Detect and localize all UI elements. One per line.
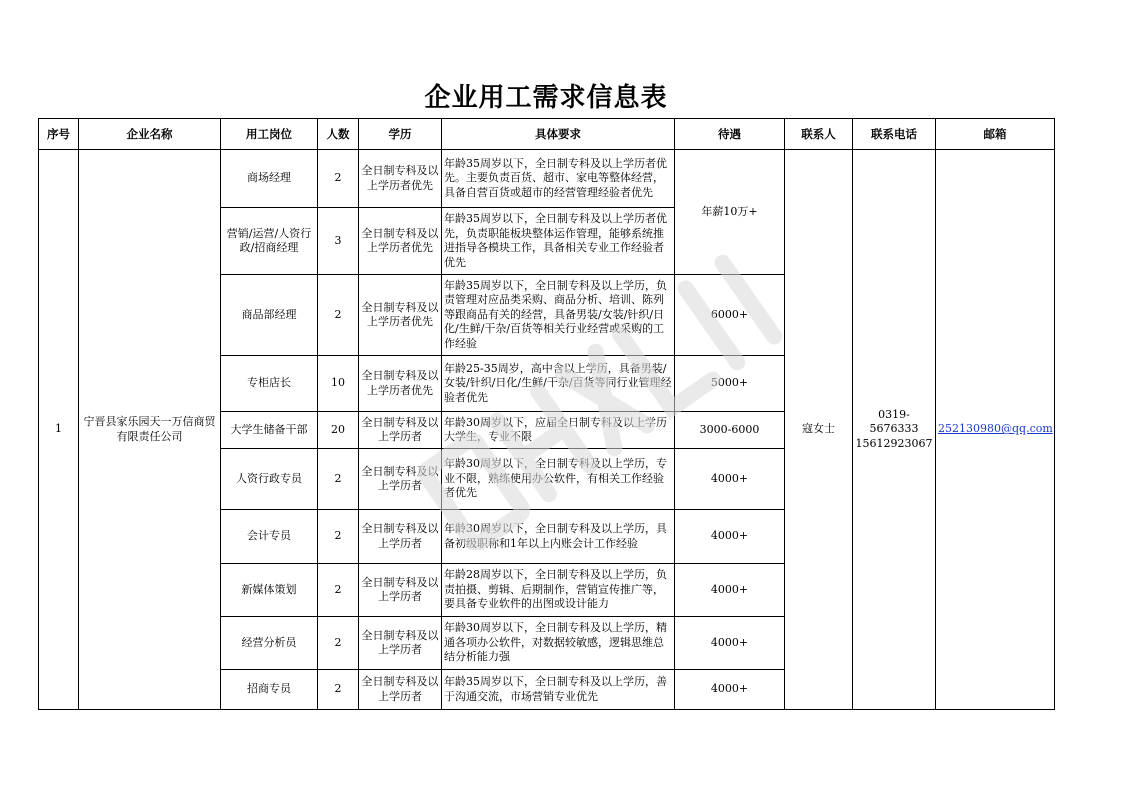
phone-line-1: 0319-5676333 [869, 407, 919, 436]
contact-person: 寇女士 [785, 150, 853, 710]
job-count: 2 [318, 617, 359, 670]
header-count: 人数 [318, 119, 359, 150]
job-position: 商场经理 [221, 150, 318, 208]
job-position: 营销/运营/人资行政/招商经理 [221, 208, 318, 275]
job-requirement: 年龄30周岁以下，全日制专科及以上学历，精通各项办公软件，对数据较敏感，逻辑思维总结分析能力强 [442, 617, 675, 670]
header-company: 企业名称 [79, 119, 221, 150]
job-requirement: 年龄28周岁以下，全日制专科及以上学历，负责拍摄、剪辑、后期制作，营销宣传推广等，要具备专业软件的出图或设计能力 [442, 564, 675, 617]
job-count: 20 [318, 412, 359, 449]
job-count: 2 [318, 275, 359, 356]
job-salary: 6000+ [675, 275, 785, 356]
job-position: 新媒体策划 [221, 564, 318, 617]
header-education: 学历 [359, 119, 442, 150]
header-row [39, 119, 1055, 150]
job-position: 招商专员 [221, 670, 318, 710]
job-requirement: 年龄35周岁以下，全日制专科及以上学历者优先。主要负责百货、超市、家电等整体经营，具备自营百货或超市的经营管理经验者优先 [442, 150, 675, 208]
job-education: 全日制专科及以上学历者 [359, 412, 442, 449]
job-salary: 5000+ [675, 356, 785, 412]
header-position: 用工岗位 [221, 119, 318, 150]
job-education: 全日制专科及以上学历者 [359, 564, 442, 617]
job-requirement: 年龄25-35周岁，高中含以上学历，具备男装/女装/针织/日化/生鲜/干杂/百货等同行业管理经验者优先 [442, 356, 675, 412]
job-education: 全日制专科及以上学历者 [359, 510, 442, 564]
job-salary: 4000+ [675, 510, 785, 564]
job-salary: 4000+ [675, 670, 785, 710]
job-requirement: 年龄35周岁以下，全日制专科及以上学历，负责管理对应品类采购、商品分析、培训、陈列等跟商品有关的经营，具备男装/女装/针织/日化/生鲜/干杂/百货等相关行业经营或采购的工作经验 [442, 275, 675, 356]
table-row [39, 150, 1055, 208]
job-education: 全日制专科及以上学历者 [359, 617, 442, 670]
job-requirement: 年龄35周岁以下，全日制专科及以上学历者优先，负责职能板块整体运作管理，能够系统推进指导各模块工作，具备相关专业工作经验者优先 [442, 208, 675, 275]
company-name: 宁晋县家乐园天一万信商贸有限责任公司 [79, 150, 221, 710]
header-salary: 待遇 [675, 119, 785, 150]
job-requirement: 年龄30周岁以下，全日制专科及以上学历，具备初级职称和1年以上内账会计工作经验 [442, 510, 675, 564]
contact-phone [853, 150, 936, 710]
job-salary: 4000+ [675, 449, 785, 510]
job-requirement: 年龄30周岁以下，全日制专科及以上学历，专业不限，熟练使用办公软件，有相关工作经验者优先 [442, 449, 675, 510]
job-education: 全日制专科及以上学历者 [359, 670, 442, 710]
header-contact: 联系人 [785, 119, 853, 150]
page-title: 企业用工需求信息表 [424, 83, 668, 113]
job-education: 全日制专科及以上学历者 [359, 449, 442, 510]
job-position: 会计专员 [221, 510, 318, 564]
job-count: 2 [318, 670, 359, 710]
job-salary: 3000-6000 [675, 412, 785, 449]
header-email: 邮箱 [936, 119, 1055, 150]
job-demand-table [38, 118, 1055, 710]
job-education: 全日制专科及以上学历者优先 [359, 356, 442, 412]
job-position: 专柜店长 [221, 356, 318, 412]
job-education: 全日制专科及以上学历者优先 [359, 208, 442, 275]
phone-line-2: 15612923067 [855, 436, 933, 450]
header-phone: 联系电话 [853, 119, 936, 150]
job-count: 2 [318, 564, 359, 617]
email-link[interactable]: 252130980@qq.com [938, 422, 1053, 436]
job-position: 大学生储备干部 [221, 412, 318, 449]
job-position: 商品部经理 [221, 275, 318, 356]
job-count: 2 [318, 449, 359, 510]
company-index: 1 [39, 150, 79, 710]
job-position: 人资行政专员 [221, 449, 318, 510]
job-position: 经营分析员 [221, 617, 318, 670]
job-count: 10 [318, 356, 359, 412]
job-salary: 年薪10万+ [675, 150, 785, 275]
job-count: 2 [318, 510, 359, 564]
header-requirement: 具体要求 [442, 119, 675, 150]
job-requirement: 年龄35周岁以下，全日制专科及以上学历，善于沟通交流，市场营销专业优先 [442, 670, 675, 710]
job-salary: 4000+ [675, 564, 785, 617]
job-education: 全日制专科及以上学历者优先 [359, 275, 442, 356]
header-index: 序号 [39, 119, 79, 150]
job-count: 3 [318, 208, 359, 275]
job-salary: 4000+ [675, 617, 785, 670]
job-education: 全日制专科及以上学历者优先 [359, 150, 442, 208]
job-count: 2 [318, 150, 359, 208]
email-cell [936, 150, 1055, 710]
job-requirement: 年龄30周岁以下，应届全日制专科及以上学历大学生，专业不限 [442, 412, 675, 449]
